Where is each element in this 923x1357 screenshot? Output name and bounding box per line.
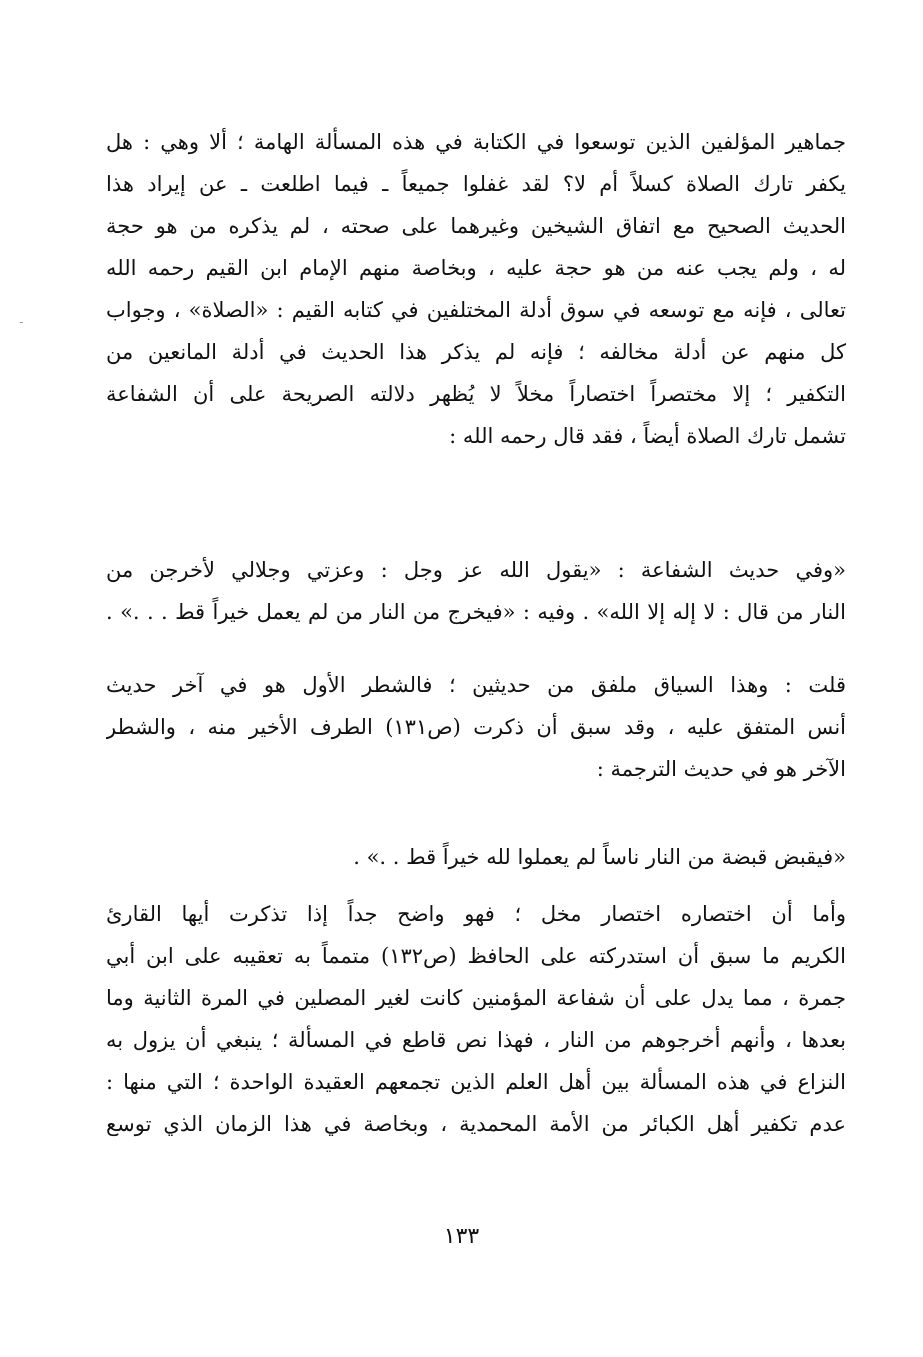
text-line: جمرة ، مما يدل على أن شفاعة المؤمنين كانت لغير المصلين في المرة الثانية وما: [106, 986, 846, 1010]
quote-line: النار من قال : لا إله إلا الله» . وفيه : «فيخرج من النار من لم يعمل خيراً قط . . .» .: [106, 600, 846, 624]
text-line: كل منهم عن أدلة مخالفه ؛ فإنه لم يذكر هذا الحديث في أدلة المانعين من: [106, 340, 846, 364]
text-line: النزاع في هذه المسألة بين أهل العلم الذين تجمعهم العقيدة الواحدة ؛ التي منها :: [106, 1070, 846, 1094]
page-number: ١٣٣: [443, 1224, 480, 1249]
quote-line: «وفي حديث الشفاعة : «يقول الله عز وجل : وعزتي وجلالي لأخرجن من: [106, 558, 846, 582]
text-line: قلت : وهذا السياق ملفق من حديثين ؛ فالشطر الأول هو في آخر حديث: [106, 673, 846, 697]
paragraph-3: [106, 893, 846, 1145]
text-line: يكفر تارك الصلاة كسلاً أم لا؟ لقد غفلوا جميعاً ـ فيما اطلعت ـ عن إيراد هذا: [106, 172, 846, 196]
quotation-1: [106, 549, 846, 633]
text-line: وأما أن اختصاره اختصار مخل ؛ فهو واضح جداً إذا تذكرت أيها القارئ: [106, 902, 846, 926]
margin-mark: [20, 322, 23, 323]
quotation-2: [106, 836, 846, 878]
text-line: تشمل تارك الصلاة أيضاً ، فقد قال رحمه الله :: [449, 424, 846, 448]
text-line: الكريم ما سبق أن استدركته على الحافظ (ص١٣٢) متمماً به تعقيبه على ابن أبي: [106, 944, 846, 968]
text-line: أنس المتفق عليه ، وقد سبق أن ذكرت (ص١٣١) الطرف الأخير منه ، والشطر: [106, 715, 846, 739]
text-line: له ، ولم يجب عنه من هو حجة عليه ، وبخاصة منهم الإمام ابن القيم رحمه الله: [106, 256, 846, 280]
text-line: تعالى ، فإنه مع توسعه في سوق أدلة المختلفين في كتابه القيم : «الصلاة» ، وجواب: [106, 298, 846, 322]
quote-line: «فيقبض قبضة من النار ناساً لم يعملوا لله خيراً قط . .» .: [353, 845, 846, 869]
text-line: جماهير المؤلفين الذين توسعوا في الكتابة في هذه المسألة الهامة ؛ ألا وهي : هل: [106, 130, 846, 154]
text-line: عدم تكفير أهل الكبائر من الأمة المحمدية ، وبخاصة في هذا الزمان الذي توسع: [106, 1112, 846, 1136]
paragraph-2: [106, 664, 846, 790]
text-line: الحديث الصحيح مع اتفاق الشيخين وغيرهما على صحته ، لم يذكره من هو حجة: [106, 214, 846, 238]
text-line: بعدها ، وأنهم أخرجوهم من النار ، فهذا نص قاطع في المسألة ؛ ينبغي أن يزول به: [106, 1028, 846, 1052]
text-line: الآخر هو في حديث الترجمة :: [596, 757, 846, 781]
text-line: التكفير ؛ إلا مختصراً اختصاراً مخلاً لا يُظهر دلالته الصريحة على أن الشفاعة: [106, 382, 846, 406]
paragraph-1: [106, 121, 846, 457]
